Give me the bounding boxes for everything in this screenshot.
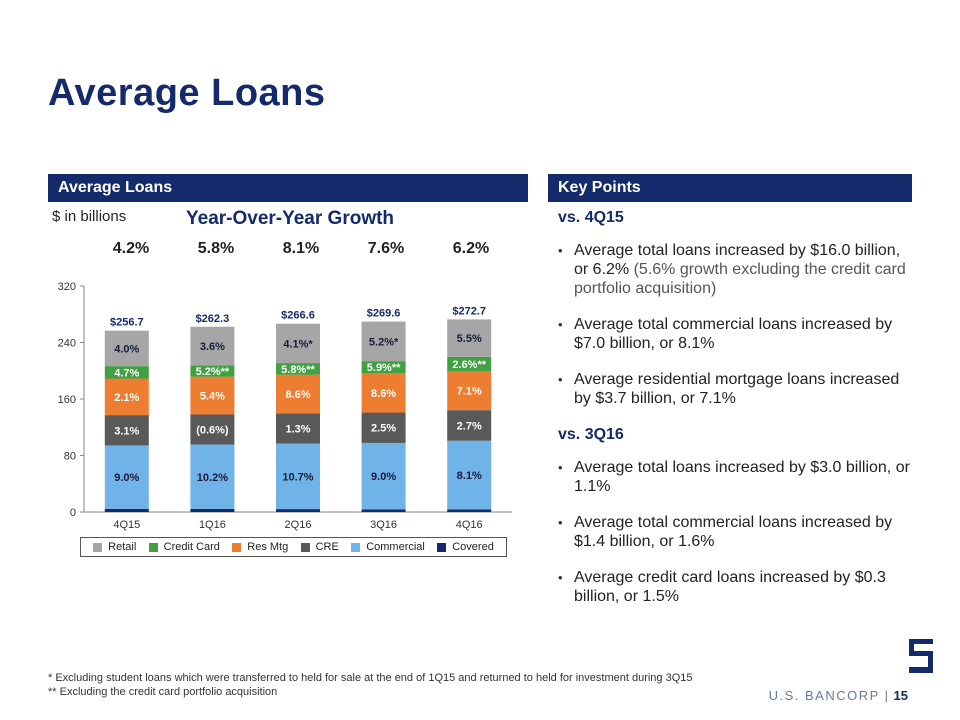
segment-data-label: 5.9%** (366, 362, 401, 375)
key-point-text: Average total loans increased by $16.0 billion, or 6.2% (574, 242, 901, 278)
segment-data-label: (0.6%) (196, 424, 229, 437)
bar-segment-covered (276, 509, 320, 512)
key-points-heading: vs. 4Q15 (558, 209, 624, 226)
segment-data-label: 2.5% (371, 422, 397, 435)
segment-data-label: 8.1% (456, 470, 482, 483)
legend-label: Covered (452, 541, 494, 553)
key-point-bullet (558, 568, 918, 606)
legend-item-cre (301, 541, 339, 553)
key-points-list (558, 241, 918, 408)
key-point-text: Average residential mortgage loans increased by $3.7 billion, or 7.1% (574, 371, 900, 407)
x-tick-label: 3Q16 (370, 519, 398, 531)
key-points-panel (558, 208, 918, 623)
x-tick-label: 2Q16 (284, 519, 312, 531)
key-point-text: Average credit card loans increased by $0.3 billion, or 1.5% (574, 569, 886, 605)
legend-item-covered (437, 541, 494, 553)
bar-total-label: $272.7 (452, 305, 487, 318)
x-tick-label: 1Q16 (198, 519, 226, 531)
segment-data-label: 5.5% (456, 333, 482, 346)
segment-data-label: 5.4% (199, 390, 225, 403)
bar-total-label: $256.7 (109, 316, 144, 329)
legend-swatch (437, 543, 446, 552)
key-point-note: (5.6% growth excluding the credit card portfolio acquisition) (574, 261, 906, 297)
segment-data-label: 4.0% (114, 343, 140, 356)
segment-data-label: 3.1% (114, 425, 140, 438)
key-point-text: Average total commercial loans increased by $7.0 billion, or 8.1% (574, 316, 893, 352)
footnote-credit-card: ** Excluding the credit card portfolio acquisition (48, 686, 278, 698)
yoy-growth-value: 4.2% (112, 240, 150, 257)
segment-data-label: 4.7% (114, 367, 140, 380)
y-tick-label: 80 (63, 450, 76, 463)
section-header-key-points: Key Points (548, 174, 912, 202)
segment-data-label: 2.7% (456, 420, 482, 433)
legend-swatch (93, 543, 102, 552)
key-points-heading: vs. 3Q16 (558, 426, 624, 443)
section-header-average-loans: Average Loans (48, 174, 528, 202)
brand-footer (769, 688, 908, 703)
y-tick-label: 240 (57, 337, 76, 350)
legend-label: Commercial (366, 541, 425, 553)
segment-data-label: 9.0% (114, 472, 140, 485)
y-tick-label: 160 (57, 394, 76, 406)
segment-data-label: 5.2%* (368, 336, 399, 349)
footnote-student-loans: * Excluding student loans which were transferred to held for sale at the end of 1Q15 and returned to held for investment during 3Q15 (48, 672, 693, 684)
segment-data-label: 5.2%** (195, 366, 230, 379)
key-point-bullet (558, 370, 918, 408)
y-tick-label: 0 (69, 507, 76, 519)
stacked-bar-chart (48, 270, 518, 532)
key-point-bullet (558, 241, 918, 298)
segment-data-label: 4.1%* (283, 338, 313, 351)
legend-label: CRE (315, 541, 339, 553)
segment-data-label: 3.6% (199, 341, 225, 354)
segment-data-label: 1.3% (285, 423, 311, 436)
bar-total-label: $262.3 (195, 312, 230, 325)
key-point-bullet (558, 513, 918, 551)
legend-item-credit-card (149, 541, 220, 553)
segment-data-label: 9.0% (371, 471, 397, 484)
key-point-bullet (558, 315, 918, 353)
bar-total-label: $269.6 (366, 307, 401, 320)
segment-data-label: 2.6%** (452, 358, 487, 371)
legend-item-commercial (351, 541, 425, 553)
legend-item-res-mtg (232, 541, 288, 553)
segment-data-label: 8.6% (371, 387, 397, 400)
page-number: 15 (893, 688, 908, 703)
legend-label: Res Mtg (247, 541, 289, 553)
key-point-text: Average total loans increased by $3.0 billion, or 1.1% (574, 459, 910, 495)
brand-name: U.S. BANCORP | (768, 688, 890, 703)
legend-swatch (232, 543, 241, 552)
bar-segment-covered (105, 509, 149, 512)
bar-segment-covered (190, 509, 234, 512)
y-tick-label: 320 (57, 281, 76, 293)
segment-data-label: 7.1% (456, 385, 482, 398)
segment-data-label: 10.2% (196, 471, 229, 484)
legend-item-retail (93, 541, 136, 553)
page-title: Average Loans (48, 72, 326, 114)
legend-swatch (301, 543, 310, 552)
key-points-list (558, 458, 918, 606)
legend-swatch (351, 543, 360, 552)
chart-legend (80, 537, 507, 557)
x-tick-label: 4Q16 (455, 519, 483, 531)
segment-data-label: 5.8%** (281, 363, 315, 376)
units-label: $ in billions (52, 208, 127, 225)
x-tick-label: 4Q15 (113, 519, 141, 531)
bar-total-label: $266.6 (281, 309, 315, 322)
yoy-growth-value: 8.1% (282, 240, 320, 257)
yoy-growth-title: Year-Over-Year Growth (186, 208, 395, 229)
bar-segment-covered (447, 509, 491, 512)
segment-data-label: 8.6% (285, 389, 311, 402)
bar-segment-covered (362, 509, 406, 512)
yoy-growth-value: 6.2% (452, 240, 490, 257)
yoy-growth-value: 7.6% (367, 240, 405, 257)
yoy-growth-value: 5.8% (197, 240, 235, 257)
us-bancorp-shield-icon (906, 636, 936, 676)
legend-label: Retail (108, 541, 137, 553)
key-point-bullet (558, 458, 918, 496)
segment-data-label: 10.7% (282, 471, 314, 484)
key-point-text: Average total commercial loans increased by $1.4 billion, or 1.6% (574, 514, 893, 550)
legend-swatch (149, 543, 158, 552)
segment-data-label: 2.1% (114, 391, 140, 404)
legend-label: Credit Card (163, 541, 220, 553)
